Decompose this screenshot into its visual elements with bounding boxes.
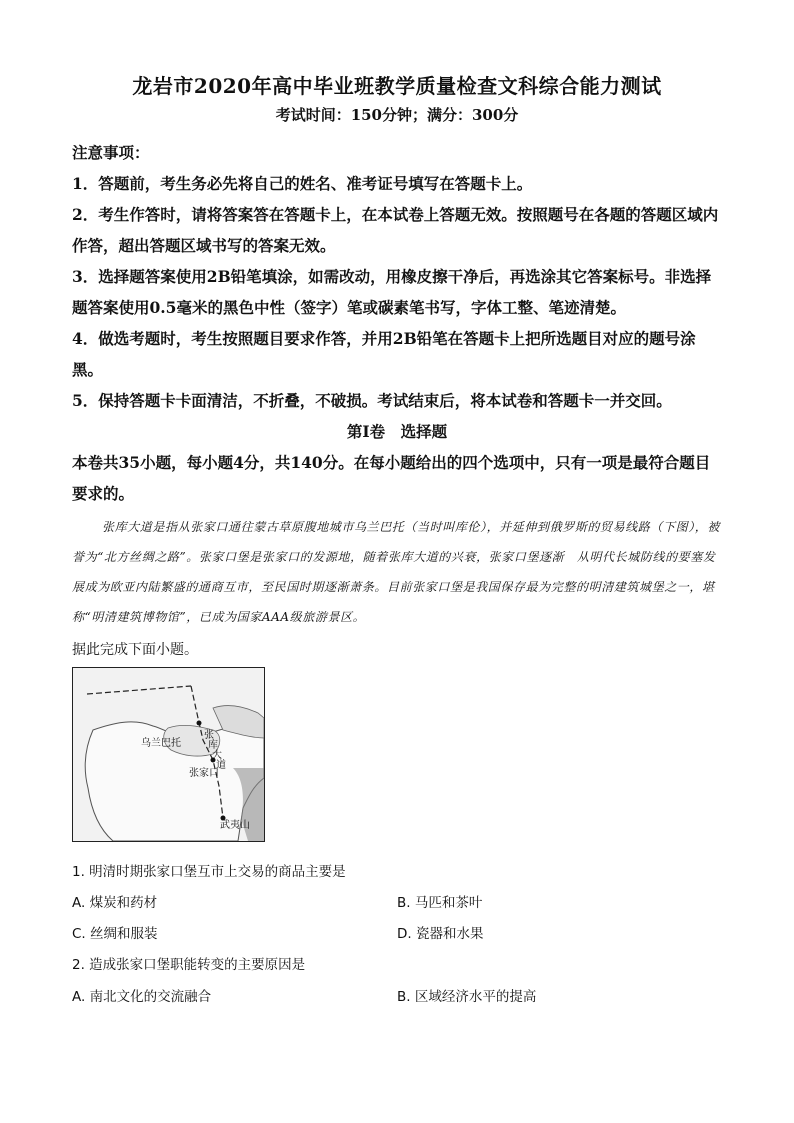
note-item-1: 1．答题前，考生务必先将自己的姓名、准考证号填写在答题卡上。 bbox=[72, 174, 533, 193]
exam-subtitle: 考试时间：150分钟；满分：300分 bbox=[275, 106, 519, 124]
question-1-option-b[interactable]: B. 马匹和茶叶 bbox=[397, 895, 483, 911]
question-1-option-d[interactable]: D. 瓷器和水果 bbox=[397, 926, 484, 942]
question-2-stem: 2. 造成张家口堡职能转变的主要原因是 bbox=[72, 957, 306, 973]
section-intro: 本卷共35小题，每小题4分，共140分。在每小题给出的四个选项中，只有一项是最符合题目要求的。 bbox=[72, 453, 711, 503]
trade-route-map bbox=[72, 667, 265, 842]
map-label-zhang: 张 bbox=[204, 730, 214, 741]
passage-prompt: 据此完成下面小题。 bbox=[72, 642, 198, 658]
note-item-4: 4．做选考题时，考生按照题目要求作答，并用2B铅笔在答题卡上把所选题目对应的题号涂黑。 bbox=[72, 329, 696, 379]
map-label-wuyishan: 武夷山 bbox=[220, 820, 250, 831]
question-1-option-c[interactable]: C. 丝绸和服装 bbox=[72, 926, 158, 942]
exam-title: 龙岩市2020年高中毕业班教学质量检查文科综合能力测试 bbox=[132, 74, 662, 98]
question-2-option-a[interactable]: A. 南北文化的交流融合 bbox=[72, 989, 212, 1005]
map-label-dao: 道 bbox=[216, 760, 226, 771]
section-title: 第Ⅰ卷 选择题 bbox=[346, 422, 448, 441]
note-item-2: 2．考生作答时，请将答案答在答题卡上，在本试卷上答题无效。按照题号在各题的答题区域内作答，超出答题区域书写的答案无效。 bbox=[72, 205, 719, 255]
note-item-5: 5．保持答题卡卡面清洁，不折叠，不破损。考试结束后，将本试卷和答题卡一并交回。 bbox=[72, 391, 672, 410]
reading-passage: 张库大道是指从张家口通往蒙古草原腹地城市乌兰巴托（当时叫库伦），并延伸到俄罗斯的贸易线路（下图），被誉为“北方丝绸之路”。张家口堡是张家口的发源地，随着张库大道的兴衰，张家口堡逐渐 从明代长城防线的要塞发展成为欧亚内陆繁盛的通商互市，至民国时期逐渐萧条。目前张家口堡是我国保存最为完整的明清建筑城堡之一，堪称“明清建筑博物馆”，已成为国家AAA级旅游景区。 bbox=[72, 520, 721, 624]
question-2-option-b[interactable]: B. 区域经济水平的提高 bbox=[397, 989, 537, 1005]
notes-heading: 注意事项： bbox=[72, 143, 150, 162]
map-label-da: 大 bbox=[212, 750, 222, 761]
map-label-ulaanbaatar: 乌兰巴托 bbox=[141, 738, 181, 749]
map-label-ku: 库 bbox=[208, 740, 218, 751]
note-item-3: 3．选择题答案使用2B铅笔填涂，如需改动，用橡皮擦干净后，再选涂其它答案标号。非选择题答案使用0.5毫米的黑色中性（签字）笔或碳素笔书写，字体工整、笔迹清楚。 bbox=[72, 267, 712, 317]
question-1-stem: 1. 明清时期张家口堡互市上交易的商品主要是 bbox=[72, 864, 346, 880]
map-graphic bbox=[73, 668, 264, 841]
question-1-option-a[interactable]: A. 煤炭和药材 bbox=[72, 895, 158, 911]
map-label-zhangjiakou: 张家口 bbox=[189, 768, 219, 779]
